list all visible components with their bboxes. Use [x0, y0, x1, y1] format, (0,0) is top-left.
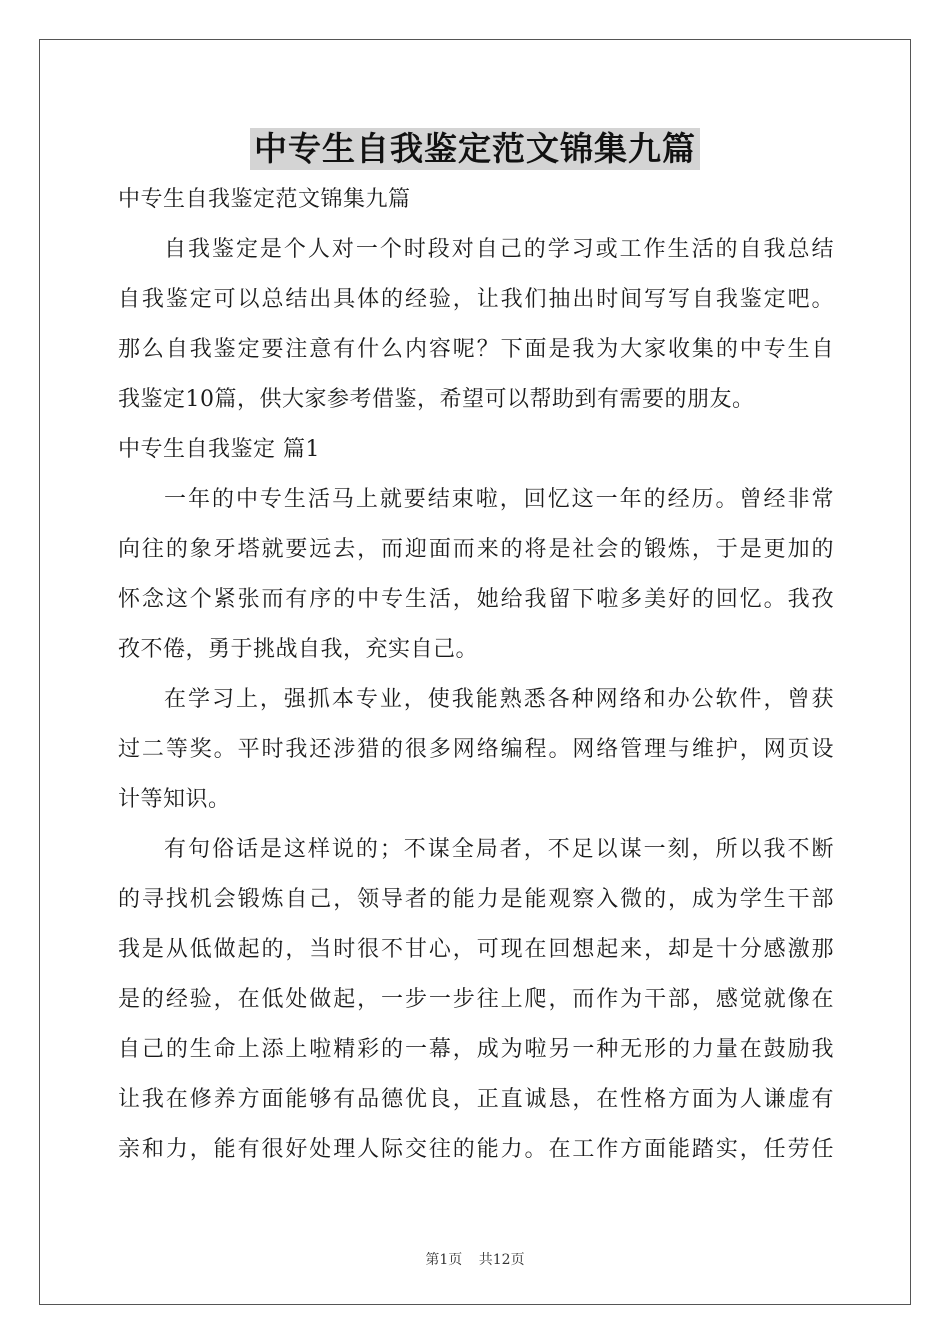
text-line: 中专生自我鉴定范文锦集九篇 [118, 187, 411, 212]
text-line: 怀念这个紧张而有序的中专生活，她给我留下啦多美好的回忆。我孜 [118, 587, 834, 612]
text-line: 中专生自我鉴定 篇1 [118, 437, 320, 462]
text-line: 我鉴定10篇，供大家参考借鉴，希望可以帮助到有需要的朋友。 [118, 387, 755, 412]
text-line: 自己的生命上添上啦精彩的一幕，成为啦另一种无形的力量在鼓励我 [118, 1037, 834, 1062]
text-line: 自我鉴定可以总结出具体的经验，让我们抽出时间写写自我鉴定吧。 [118, 287, 834, 312]
text-line: 一年的中专生活马上就要结束啦，回忆这一年的经历。曾经非常 [164, 487, 834, 512]
document-title: 中专生自我鉴定范文锦集九篇 [250, 128, 700, 170]
text-line: 有句俗话是这样说的；不谋全局者，不足以谋一刻，所以我不断 [164, 837, 834, 862]
document-body [118, 182, 834, 1182]
text-line: 自我鉴定是个人对一个时段对自己的学习或工作生活的自我总结 [164, 237, 834, 262]
page-footer [0, 1249, 950, 1269]
text-line: 计等知识。 [118, 787, 231, 812]
page-number: 第1页 [425, 1252, 463, 1268]
text-line: 在学习上，强抓本专业，使我能熟悉各种网络和办公软件，曾获 [164, 687, 834, 712]
text-line: 过二等奖。平时我还涉猎的很多网络编程。网络管理与维护，网页设 [118, 737, 834, 762]
text-line: 向往的象牙塔就要远去，而迎面而来的将是社会的锻炼，于是更加的 [118, 537, 834, 562]
text-line: 孜不倦，勇于挑战自我，充实自己。 [118, 637, 479, 662]
text-line: 是的经验，在低处做起，一步一步往上爬，而作为干部，感觉就像在 [118, 987, 834, 1012]
text-line: 让我在修养方面能够有品德优良，正直诚恳，在性格方面为人谦虚有 [118, 1087, 834, 1112]
text-line: 的寻找机会锻炼自己，领导者的能力是能观察入微的，成为学生干部 [118, 887, 834, 912]
title-container [0, 128, 950, 170]
text-line: 我是从低做起的，当时很不甘心，可现在回想起来，却是十分感激那 [118, 937, 834, 962]
page-total: 共12页 [478, 1252, 525, 1268]
text-line: 亲和力，能有很好处理人际交往的能力。在工作方面能踏实，任劳任 [118, 1137, 834, 1162]
text-line: 那么自我鉴定要注意有什么内容呢？下面是我为大家收集的中专生自 [118, 337, 834, 362]
